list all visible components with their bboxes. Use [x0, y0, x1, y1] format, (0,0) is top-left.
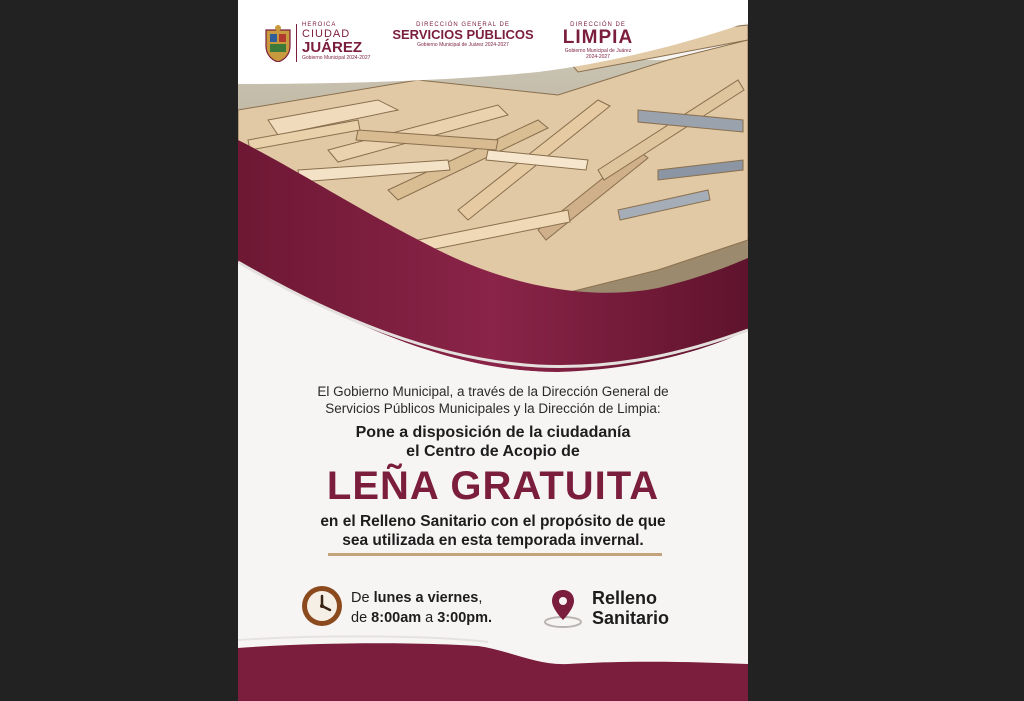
pone-line-1: Pone a disposición de la ciudadanía	[355, 424, 631, 441]
limpia-gov: Gobierno Municipal de Juárez 2024-2027	[564, 48, 632, 60]
schedule-comma: ,	[478, 590, 483, 606]
poster	[238, 0, 748, 701]
location-line-2: Sanitario	[592, 608, 670, 628]
schedule-mid: a	[421, 610, 438, 626]
ciudad-text: CIUDAD	[302, 28, 351, 40]
pone-line-2: el Centro de Acopio de	[406, 443, 580, 460]
bottom-maroon-band	[238, 0, 748, 701]
purpose-line-1: en el Relleno Sanitario con el propósito de que	[320, 513, 666, 530]
gobierno-text: Gobierno Municipal 2024-2027	[302, 55, 371, 61]
servicios-title: SERVICIOS PÚBLICOS	[392, 27, 534, 42]
schedule-time1: 8:00am	[371, 610, 422, 626]
right-margin	[748, 0, 1024, 701]
schedule-time2: 3:00pm.	[437, 610, 493, 626]
intro-line-1: El Gobierno Municipal, a través de la Dirección General de	[317, 384, 669, 399]
schedule-pre: De	[351, 590, 374, 606]
juarez-text: JUÁREZ	[302, 39, 363, 56]
limpia-subtitle: DIRECCIÓN DE	[570, 22, 626, 28]
schedule-days: lunes a viernes	[373, 590, 479, 606]
left-margin	[0, 0, 238, 701]
schedule-from: de	[351, 610, 372, 626]
servicios-subtitle: DIRECCIÓN GENERAL DE	[416, 22, 510, 28]
servicios-gov: Gobierno Municipal de Juárez 2024-2027	[417, 42, 509, 48]
location-line-1: Relleno	[592, 588, 658, 608]
purpose-line-2: sea utilizada en esta temporada invernal.	[342, 532, 644, 549]
intro-line-2: Servicios Públicos Municipales y la Dirección de Limpia:	[325, 401, 661, 416]
heroica-text: HEROICA	[302, 22, 337, 28]
headline: LEÑA GRATUITA	[326, 464, 660, 508]
limpia-title: LIMPIA	[562, 27, 634, 48]
